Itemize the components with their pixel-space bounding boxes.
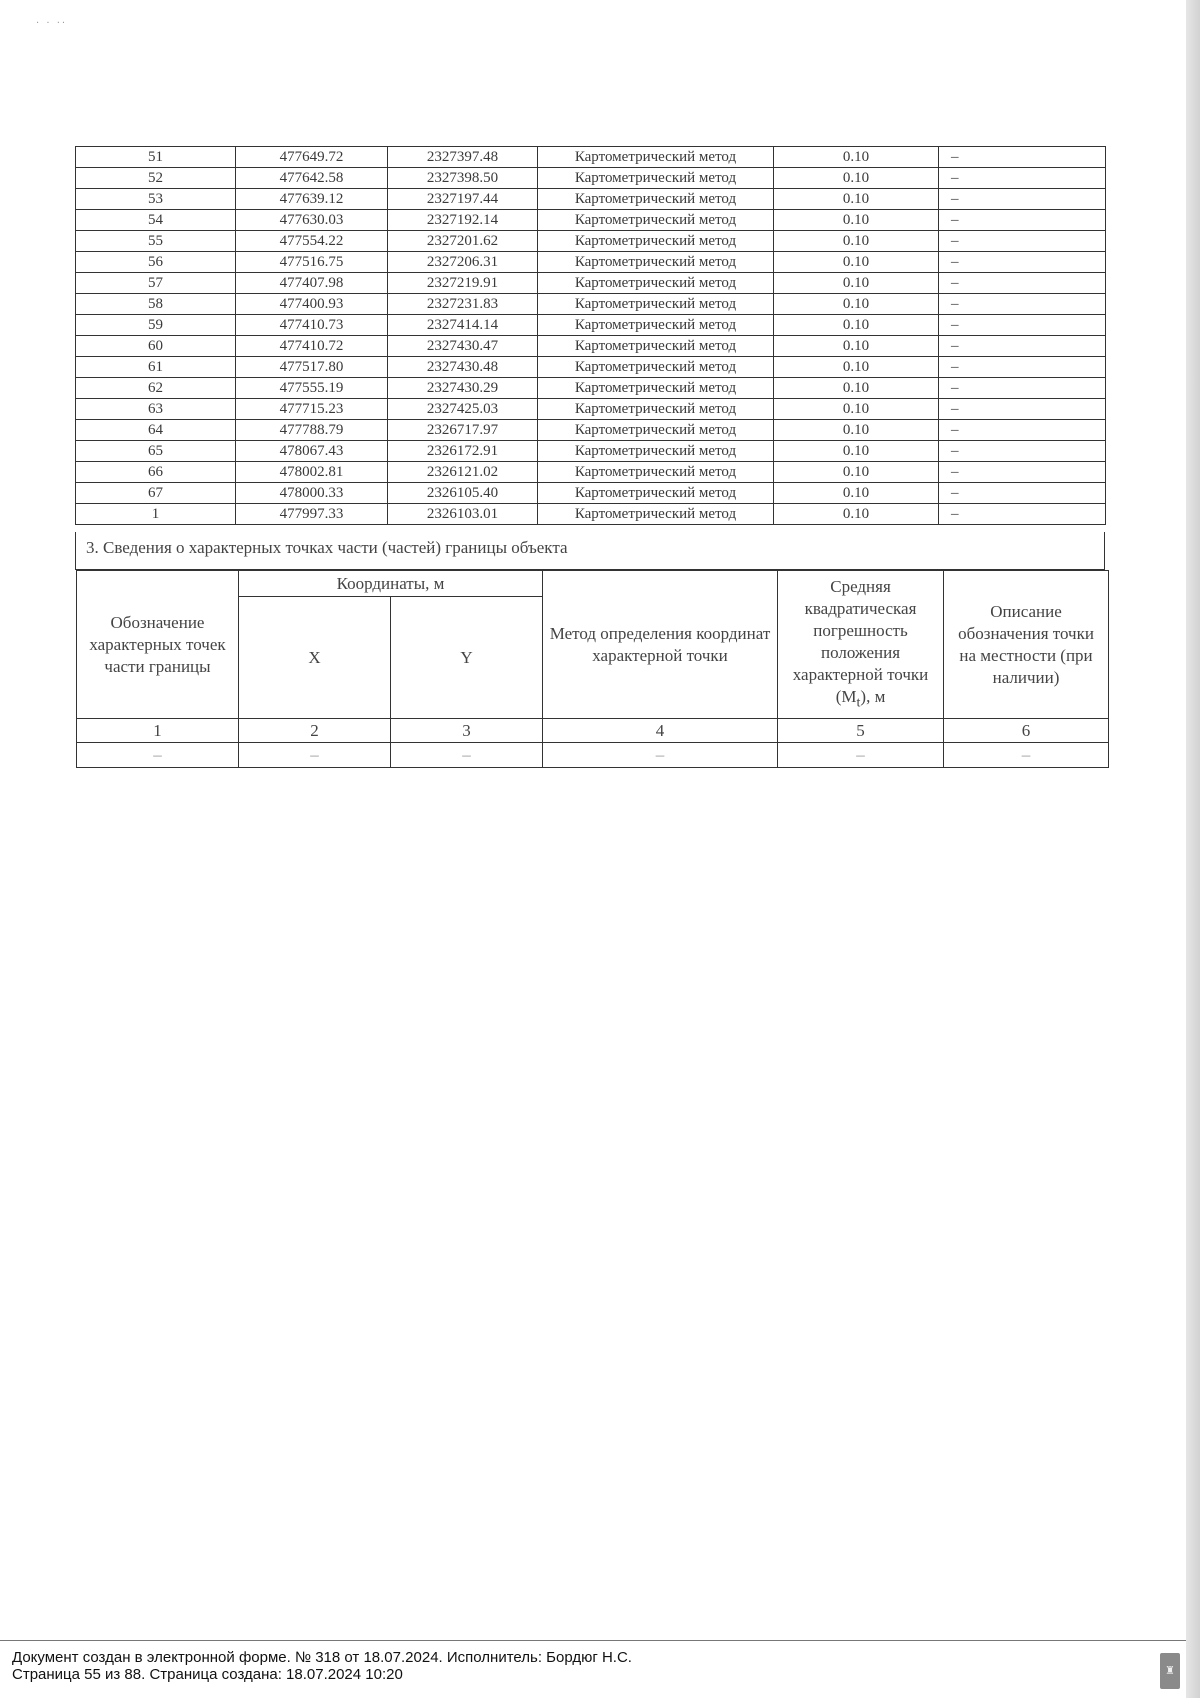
description-cell: – (939, 210, 1106, 231)
point-number-cell: 54 (76, 210, 236, 231)
description-cell: – (939, 357, 1106, 378)
description-cell: – (939, 462, 1106, 483)
table-row (76, 399, 1106, 420)
method-cell: Картометрический метод (538, 252, 774, 273)
x-coordinate-cell: 478067.43 (236, 441, 388, 462)
method-cell: Картометрический метод (538, 378, 774, 399)
method-cell: Картометрический метод (538, 336, 774, 357)
x-coordinate-cell: 477715.23 (236, 399, 388, 420)
x-coordinate-cell: 477554.22 (236, 231, 388, 252)
description-cell: – (939, 483, 1106, 504)
description-cell: – (939, 147, 1106, 168)
table-row (76, 336, 1106, 357)
method-cell: Картометрический метод (538, 315, 774, 336)
x-coordinate-cell: 477997.33 (236, 504, 388, 525)
empty-cell: – (77, 743, 239, 768)
table-row (76, 294, 1106, 315)
x-coordinate-cell: 477407.98 (236, 273, 388, 294)
column-number: 2 (239, 719, 391, 743)
error-cell: 0.10 (774, 378, 939, 399)
page-edge (1186, 0, 1200, 1698)
y-coordinate-cell: 2327430.29 (388, 378, 538, 399)
method-cell: Картометрический метод (538, 168, 774, 189)
y-coordinate-cell: 2326172.91 (388, 441, 538, 462)
column-number: 6 (944, 719, 1109, 743)
method-cell: Картометрический метод (538, 210, 774, 231)
y-coordinate-cell: 2326717.97 (388, 420, 538, 441)
y-coordinate-cell: 2327430.48 (388, 357, 538, 378)
x-coordinate-cell: 478002.81 (236, 462, 388, 483)
y-coordinate-cell: 2327192.14 (388, 210, 538, 231)
description-cell: – (939, 315, 1106, 336)
error-cell: 0.10 (774, 504, 939, 525)
description-cell: – (939, 231, 1106, 252)
y-coordinate-cell: 2327397.48 (388, 147, 538, 168)
empty-cell: – (239, 743, 391, 768)
description-cell: – (939, 420, 1106, 441)
method-cell: Картометрический метод (538, 504, 774, 525)
scan-marks: · · ·· (36, 18, 68, 29)
error-cell: 0.10 (774, 294, 939, 315)
point-number-cell: 1 (76, 504, 236, 525)
description-cell: – (939, 273, 1106, 294)
point-number-cell: 61 (76, 357, 236, 378)
column-numbers-row (77, 719, 1109, 743)
point-number-cell: 55 (76, 231, 236, 252)
y-coordinate-cell: 2327425.03 (388, 399, 538, 420)
table-row (76, 210, 1106, 231)
y-coordinate-cell: 2327197.44 (388, 189, 538, 210)
table-row (76, 441, 1106, 462)
header-designation: Обозначение характерных точек части границы (77, 571, 239, 719)
column-number: 1 (77, 719, 239, 743)
description-cell: – (939, 168, 1106, 189)
header-coordinates: Координаты, м (239, 571, 543, 597)
point-number-cell: 52 (76, 168, 236, 189)
table-row (76, 252, 1106, 273)
error-cell: 0.10 (774, 168, 939, 189)
table-row (76, 147, 1106, 168)
point-number-cell: 59 (76, 315, 236, 336)
section-title-box (75, 532, 1105, 570)
x-coordinate-cell: 477630.03 (236, 210, 388, 231)
point-number-cell: 62 (76, 378, 236, 399)
error-cell: 0.10 (774, 420, 939, 441)
point-number-cell: 53 (76, 189, 236, 210)
table-row (76, 315, 1106, 336)
empty-cell: – (944, 743, 1109, 768)
column-number: 4 (543, 719, 778, 743)
method-cell: Картометрический метод (538, 483, 774, 504)
point-number-cell: 56 (76, 252, 236, 273)
table-row (76, 273, 1106, 294)
method-cell: Картометрический метод (538, 273, 774, 294)
y-coordinate-cell: 2326103.01 (388, 504, 538, 525)
description-cell: – (939, 294, 1106, 315)
error-cell: 0.10 (774, 147, 939, 168)
x-coordinate-cell: 477642.58 (236, 168, 388, 189)
header-error (778, 571, 944, 719)
method-cell: Картометрический метод (538, 420, 774, 441)
error-cell: 0.10 (774, 273, 939, 294)
x-coordinate-cell: 477555.19 (236, 378, 388, 399)
x-coordinate-cell: 477516.75 (236, 252, 388, 273)
x-coordinate-cell: 477517.80 (236, 357, 388, 378)
header-error-text: Средняя квадратическая погрешность положения характерной точки (M (792, 576, 929, 706)
emblem-icon: ♜ (1160, 1653, 1180, 1689)
table-row (76, 378, 1106, 399)
boundary-points-table (75, 146, 1106, 525)
footer-text (12, 1649, 632, 1683)
point-number-cell: 57 (76, 273, 236, 294)
footer-line-page: Страница 55 из 88. Страница создана: 18.07.2024 10:20 (12, 1666, 403, 1683)
empty-cell: – (543, 743, 778, 768)
error-cell: 0.10 (774, 462, 939, 483)
table-row (76, 420, 1106, 441)
header-y: Y (391, 597, 543, 719)
x-coordinate-cell: 477639.12 (236, 189, 388, 210)
table-row (76, 357, 1106, 378)
error-cell: 0.10 (774, 189, 939, 210)
point-number-cell: 51 (76, 147, 236, 168)
point-number-cell: 65 (76, 441, 236, 462)
column-number: 3 (391, 719, 543, 743)
description-cell: – (939, 378, 1106, 399)
error-cell: 0.10 (774, 210, 939, 231)
x-coordinate-cell: 477410.72 (236, 336, 388, 357)
error-cell: 0.10 (774, 315, 939, 336)
table-row (76, 168, 1106, 189)
method-cell: Картометрический метод (538, 294, 774, 315)
table-row (76, 231, 1106, 252)
description-cell: – (939, 252, 1106, 273)
header-x: X (239, 597, 391, 719)
column-number: 5 (778, 719, 944, 743)
point-number-cell: 63 (76, 399, 236, 420)
x-coordinate-cell: 477649.72 (236, 147, 388, 168)
description-cell: – (939, 441, 1106, 462)
method-cell: Картометрический метод (538, 147, 774, 168)
empty-row (77, 743, 1109, 768)
header-method: Метод определения координат характерной точки (543, 571, 778, 719)
error-cell: 0.10 (774, 357, 939, 378)
method-cell: Картометрический метод (538, 399, 774, 420)
part-boundary-table (76, 570, 1109, 768)
y-coordinate-cell: 2326105.40 (388, 483, 538, 504)
y-coordinate-cell: 2327206.31 (388, 252, 538, 273)
error-cell: 0.10 (774, 231, 939, 252)
method-cell: Картометрический метод (538, 357, 774, 378)
point-number-cell: 58 (76, 294, 236, 315)
y-coordinate-cell: 2327201.62 (388, 231, 538, 252)
point-number-cell: 66 (76, 462, 236, 483)
y-coordinate-cell: 2327231.83 (388, 294, 538, 315)
table-row (76, 483, 1106, 504)
x-coordinate-cell: 477400.93 (236, 294, 388, 315)
error-cell: 0.10 (774, 252, 939, 273)
error-cell: 0.10 (774, 441, 939, 462)
method-cell: Картометрический метод (538, 441, 774, 462)
header-description: Описание обозначения точки на местности (при наличии) (944, 571, 1109, 719)
header-error-unit: ), м (860, 686, 886, 706)
x-coordinate-cell: 477788.79 (236, 420, 388, 441)
x-coordinate-cell: 477410.73 (236, 315, 388, 336)
error-cell: 0.10 (774, 483, 939, 504)
y-coordinate-cell: 2327430.47 (388, 336, 538, 357)
y-coordinate-cell: 2326121.02 (388, 462, 538, 483)
point-number-cell: 60 (76, 336, 236, 357)
point-number-cell: 64 (76, 420, 236, 441)
point-number-cell: 67 (76, 483, 236, 504)
description-cell: – (939, 399, 1106, 420)
header-error-subscript: t (856, 694, 861, 711)
description-cell: – (939, 336, 1106, 357)
description-cell: – (939, 189, 1106, 210)
x-coordinate-cell: 478000.33 (236, 483, 388, 504)
table-row (76, 504, 1106, 525)
y-coordinate-cell: 2327398.50 (388, 168, 538, 189)
table-row (76, 189, 1106, 210)
y-coordinate-cell: 2327414.14 (388, 315, 538, 336)
empty-cell: – (778, 743, 944, 768)
description-cell: – (939, 504, 1106, 525)
document-footer (0, 1640, 1186, 1699)
empty-cell: – (391, 743, 543, 768)
section-title: 3. Сведения о характерных точках части (частей) границы объекта (86, 538, 568, 557)
method-cell: Картометрический метод (538, 189, 774, 210)
table-row (76, 462, 1106, 483)
method-cell: Картометрический метод (538, 462, 774, 483)
error-cell: 0.10 (774, 399, 939, 420)
y-coordinate-cell: 2327219.91 (388, 273, 538, 294)
method-cell: Картометрический метод (538, 231, 774, 252)
footer-line-document: Документ создан в электронной форме. № 318 от 18.07.2024. Исполнитель: Бордюг Н.С. (12, 1649, 632, 1666)
error-cell: 0.10 (774, 336, 939, 357)
